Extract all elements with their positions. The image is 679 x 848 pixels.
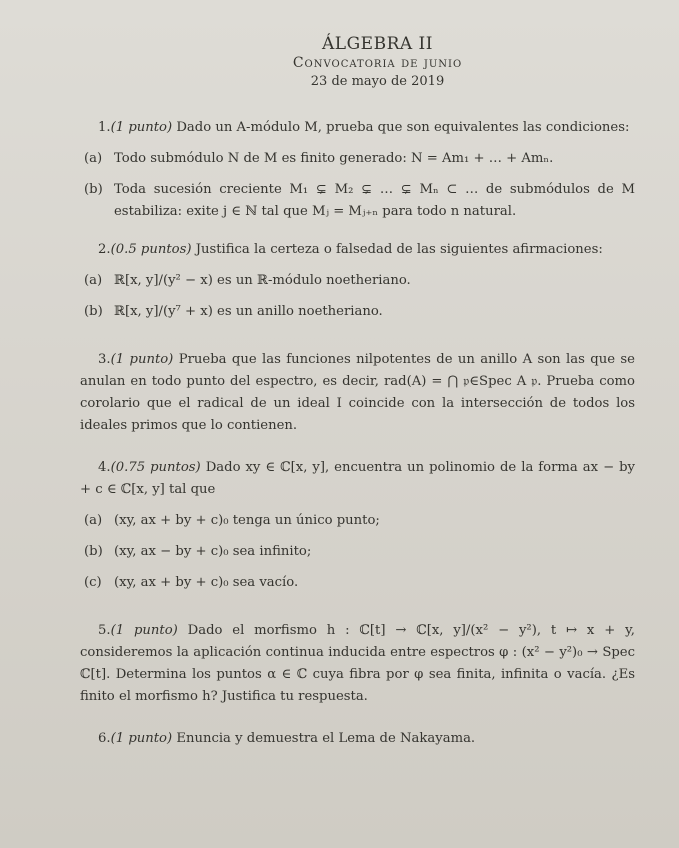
problem-item	[84, 270, 635, 292]
problem-item	[84, 510, 635, 532]
problem-4	[80, 457, 635, 594]
item-label: (a)	[84, 273, 103, 288]
problem-number: 4.	[98, 460, 111, 475]
item-text: Todo submódulo N de M es finito generado: N = Am₁ + … + Amₙ.	[114, 151, 554, 166]
problem-number: 3.	[98, 352, 111, 367]
exam-header	[120, 34, 635, 91]
problem-item	[84, 541, 635, 563]
item-text: ℝ[x, y]/(y² − x) es un ℝ-módulo noetheriano.	[114, 273, 411, 288]
problem-statement	[80, 728, 635, 750]
item-label: (c)	[84, 575, 102, 590]
item-label: (a)	[84, 513, 103, 528]
item-text: ℝ[x, y]/(y⁷ + x) es un anillo noetheriano.	[114, 304, 383, 319]
problem-text: Dado un A-módulo M, prueba que son equivalentes las condiciones:	[176, 120, 630, 135]
problem-statement	[80, 349, 635, 437]
item-text: (xy, ax − by + c)₀ sea infinito;	[114, 544, 312, 559]
item-label: (a)	[84, 151, 103, 166]
exam-title: ÁLGEBRA II	[322, 34, 433, 54]
problem-points: (1 punto)	[110, 120, 173, 135]
problem-number: 1.	[98, 120, 111, 135]
problem-2	[80, 239, 635, 323]
problem-points: (1 punto)	[110, 731, 173, 746]
problem-1	[80, 117, 635, 223]
problem-statement	[80, 457, 635, 501]
problem-item	[84, 572, 635, 594]
problem-points: (1 punto)	[110, 352, 174, 367]
problem-statement	[80, 620, 635, 708]
problem-number: 2.	[98, 242, 111, 257]
problem-item	[84, 148, 635, 170]
item-label: (b)	[84, 182, 103, 197]
problem-text: Dado xy ∈ ℂ[x, y], encuentra un polinomio de la forma ax − by + c ∈ ℂ[x, y] tal que	[80, 460, 636, 497]
problem-text: Dado el morfismo h : ℂ[t] → ℂ[x, y]/(x² − y²), t ↦ x + y, consideremos la aplicación continua inducida entre espectros φ : (x² − y²)₀ → Spec ℂ[t]. Determina los puntos α ∈ ℂ cuya fibra por φ sea finita, infinita o vacía. ¿Es finito el morfismo h? Justifica tu respuesta.	[80, 623, 635, 704]
problem-points: (0.5 puntos)	[110, 242, 192, 257]
problem-number: 6.	[98, 731, 111, 746]
problem-text: Prueba que las funciones nilpotentes de un anillo A son las que se anulan en todo punto del espectro, es decir, rad(A) = ⋂ 𝔭∈Spec A 𝔭. Prueba como corolario que el radical de un ideal I coincide con la intersección de todos los ideales primos que lo contienen.	[80, 352, 635, 433]
problem-3	[80, 349, 635, 437]
item-label: (b)	[84, 304, 103, 319]
problem-text: Enuncia y demuestra el Lema de Nakayama.	[176, 731, 476, 746]
problem-statement	[80, 239, 635, 261]
problem-points: (0.75 puntos)	[110, 460, 201, 475]
item-text: (xy, ax + by + c)₀ tenga un único punto;	[114, 513, 380, 528]
problem-text: Justifica la certeza o falsedad de las siguientes afirmaciones:	[195, 242, 603, 257]
problem-item	[84, 301, 635, 323]
problem-5	[80, 620, 635, 708]
problem-number: 5.	[98, 623, 111, 638]
item-text: Toda sucesión creciente M₁ ⊊ M₂ ⊊ … ⊊ Mₙ ⊂ … de submódulos de M estabiliza: exite j ∈ ℕ tal que Mⱼ = Mⱼ₊ₙ para todo n natural.	[114, 182, 635, 219]
exam-date: 23 de mayo de 2019	[310, 74, 445, 89]
problem-6	[80, 728, 635, 750]
exam-subtitle: Convocatoria de junio	[292, 55, 463, 71]
item-text: (xy, ax + by + c)₀ sea vacío.	[114, 575, 299, 590]
problem-item	[84, 179, 635, 223]
item-label: (b)	[84, 544, 103, 559]
problem-points: (1 punto)	[110, 623, 178, 638]
problem-statement	[80, 117, 635, 139]
